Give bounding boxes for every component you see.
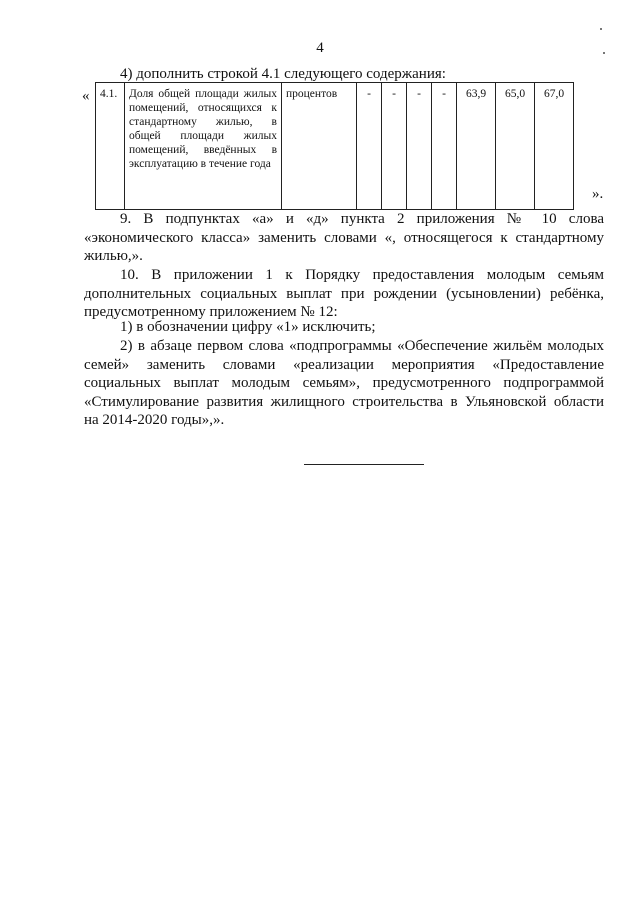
intro-text: 4) дополнить строкой 4.1 следующего содержания: <box>120 66 446 82</box>
paragraph-line: 2) в абзаце первом слова «подпрограммы «Обеспечение жильём молодых <box>120 338 604 354</box>
value-cell: 65,0 <box>496 83 535 210</box>
row-number: 4.1. <box>96 83 125 210</box>
paragraph-line: на 2014-2020 годы»,». <box>84 412 225 428</box>
paragraph-line: «Стимулирование развития жилищного строительства в Ульяновской области <box>84 393 604 410</box>
paragraph-line: социальных выплат молодым семьям», предусмотренного подпрограммой <box>84 375 604 391</box>
paragraph-line: дополнительных социальных выплат при рождении (усыновлении) ребёнка, <box>84 285 604 302</box>
paragraph-line: предусмотренному приложением № 12: <box>84 304 338 320</box>
dash-cell: - <box>407 83 432 210</box>
dash-cell: - <box>382 83 407 210</box>
opening-quote: « <box>82 88 90 104</box>
paragraph-line: семей» заменить словами «реализации мероприятия «Предоставление <box>84 356 604 373</box>
scan-speck <box>603 52 605 54</box>
paragraph-line: жилью,». <box>84 248 143 264</box>
page-number: 4 <box>316 40 324 56</box>
paragraph-line: «экономического класса» заменить словами «, относящегося к стандартному <box>84 229 604 246</box>
indicator-name: Доля общей площади жилых помещений, относящихся к стандартному жилью, в общей площади жилых помещений, введённых в эксплуатацию в течение года <box>125 83 282 210</box>
closing-rule <box>304 464 424 465</box>
inserted-row-table <box>95 82 574 210</box>
paragraph-10-2 <box>84 337 604 430</box>
closing-quote: ». <box>592 186 604 202</box>
dash-cell: - <box>357 83 382 210</box>
scan-speck <box>600 28 602 30</box>
paragraph-10 <box>84 266 604 322</box>
table-row <box>96 83 574 210</box>
unit-cell: процентов <box>282 83 357 210</box>
paragraph-10-1 <box>84 318 604 337</box>
paragraph-line: 10. В приложении 1 к Порядку предоставления молодым семьям <box>120 267 604 283</box>
value-cell: 67,0 <box>535 83 574 210</box>
paragraph-9 <box>84 210 604 266</box>
paragraph-line: 9. В подпунктах «а» и «д» пункта 2 приложения № 10 слова <box>120 211 604 227</box>
dash-cell: - <box>432 83 457 210</box>
paragraph-line: 1) в обозначении цифру «1» исключить; <box>120 319 376 335</box>
value-cell: 63,9 <box>457 83 496 210</box>
